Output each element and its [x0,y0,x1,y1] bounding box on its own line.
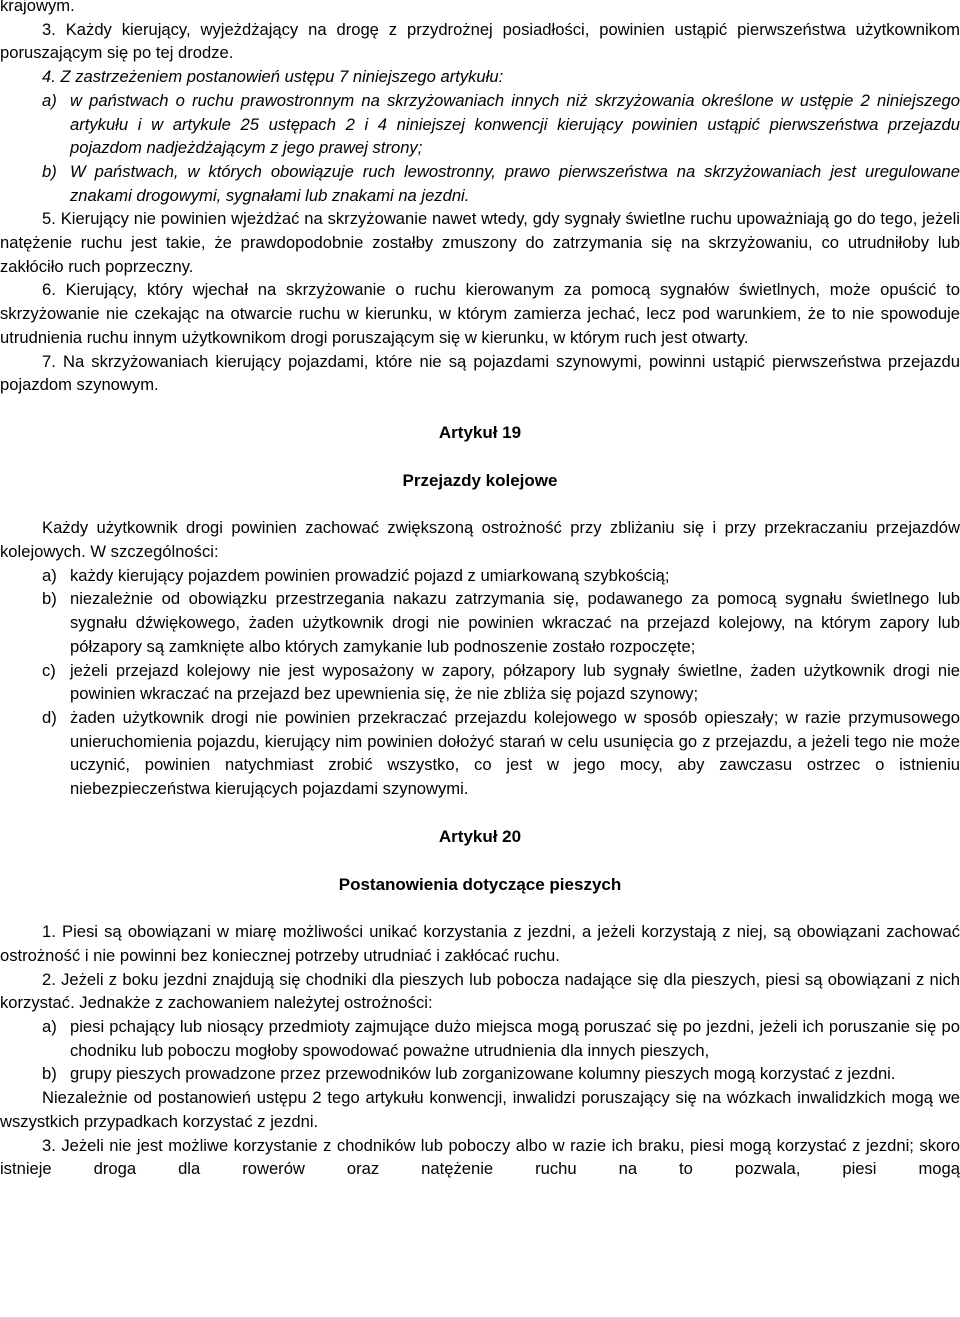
list-text: żaden użytkownik drogi nie powinien przekraczać przejazdu kolejowego w sposób opieszały; w razie przymusowego unieruchomienia pojazdu, kierujący nim powinien dołożyć starań w celu usunięcia go z przejazdu, a jeżeli tego nie może uczynić, powinien natychmiast zrobić wszystko, co jest w jego mocy, aby zawczasu ostrzec o istnieniu niebezpieczeństwa kierujących pojazdami szynowymi. [70,707,960,799]
list-text: piesi pchający lub niosący przedmioty zajmujące dużo miejsca mogą poruszać się po jezdni, jeżeli ich poruszanie się po chodniku lub poboczu mogłoby spowodować poważne utrudnienia dla innych pieszych, [70,1017,960,1060]
list-label: b) [42,589,57,609]
art19-heading: Artykuł 19 [438,422,522,442]
art20-para-1: 1. Piesi są obowiązani w miarę możliwości unikać korzystania z jezdni, a jeżeli korzystają z niej, są obowiązani zachować ostrożność i nie powinni bez koniecznej potrzeby utrudniać i zakłócać ruchu. [0,922,960,965]
art20-item-b [0,1062,960,1086]
list-label: d) [42,707,57,727]
art18-para-4-intro: 4. Z zastrzeżeniem postanowień ustępu 7 niniejszego artykułu: [42,67,504,87]
art19-intro: Każdy użytkownik drogi powinien zachować zwiększoną ostrożność przy zbliżaniu się i przy przekraczaniu przejazdów kolejowych. W szczególności: [0,518,960,562]
art19-item-a [0,564,960,588]
art20-title: Postanowienia dotyczące pieszych [338,874,622,894]
art20-item-a [0,1015,960,1062]
list-text: w państwach o ruchu prawostronnym na skrzyżowaniach innych niż skrzyżowania określone w ustępie 2 niniejszego artykułu i w artykule 25 ustępach 2 i 4 niniejszej konwencji kierujący powinien ustąpić pierwszeństwa przejazdu pojazdom nadjeżdżającym z jego prawej strony; [70,90,960,158]
list-text: W państwach, w których obowiązuje ruch lewostronny, prawo pierwszeństwa na skrzyżowaniach jest uregulowane znakami drogowymi, sygnałami lub znakami na jezdni. [70,161,960,205]
art18-para-3: 3. Każdy kierujący, wyjeżdżający na drogę z przydrożnej posiadłości, powinien ustąpić pierwszeństwa użytkownikom poruszającym się po tej drodze. [0,19,960,63]
art20-para-3: 3. Jeżeli nie jest możliwe korzystanie z chodników lub poboczy albo w razie ich braku, piesi mogą korzystać z jezdni; skoro istnieje droga dla rowerów oraz natężenie ruchu na to pozwala, piesi mogą [0,1135,960,1179]
art19-title: Przejazdy kolejowe [402,470,558,490]
list-label: b) [42,161,57,181]
art18-para-4b [0,160,960,207]
art20-para-2: 2. Jeżeli z boku jezdni znajdują się chodniki dla pieszych lub pobocza nadające się dla pieszych, piesi są obowiązani z nich korzystać. Jednakże z zachowaniem należytej ostrożności: [0,969,960,1013]
art19-item-d [0,706,960,801]
art18-para-4a [0,89,960,160]
top-fragment: krajowym. [0,0,75,15]
art18-para-7: 7. Na skrzyżowaniach kierujący pojazdami, które nie są pojazdami szynowymi, powinni ustąpić pierwszeństwa przejazdu pojazdom szynowym. [0,351,960,395]
art19-item-c [0,659,960,706]
list-text: każdy kierujący pojazdem powinien prowadzić pojazd z umiarkowaną szybkością; [70,565,670,585]
art20-para-2-after: Niezależnie od postanowień ustępu 2 tego artykułu konwencji, inwalidzi poruszający się na wózkach inwalidzkich mogą we wszystkich przypadkach korzystać z jezdni. [0,1088,960,1131]
list-label: c) [42,660,56,680]
art18-para-6: 6. Kierujący, który wjechał na skrzyżowanie o ruchu kierowanym za pomocą sygnałów świetlnych, może opuścić to skrzyżowanie nie czekając na otwarcie ruchu w kierunku, w którym zamierza jechać, lecz pod warunkiem, że to nie spowoduje utrudnienia ruchu innym użytkownikom drogi poruszającym się w kierunku, w którym ruch jest otwarty. [0,280,960,347]
list-label: a) [42,90,57,110]
list-label: a) [42,565,57,585]
list-label: b) [42,1064,57,1084]
art19-item-b [0,587,960,658]
list-text: grupy pieszych prowadzone przez przewodników lub zorganizowane kolumny pieszych mogą korzystać z jezdni. [70,1064,896,1084]
art20-heading: Artykuł 20 [438,826,522,846]
list-text: niezależnie od obowiązku przestrzegania nakazu zatrzymania się, podawanego za pomocą sygnału świetlnego lub sygnału dźwiękowego, żaden użytkownik drogi nie powinien wkraczać na przejazd kolejowy, na którym zapory lub półzapory są zamknięte albo których zamykanie lub podnoszenie zostało rozpoczęte; [70,589,960,656]
list-text: jeżeli przejazd kolejowy nie jest wyposażony w zapory, półzapory lub sygnały świetlne, żaden użytkownik drogi nie powinien wkraczać na przejazd bez upewnienia się, że nie zbliża się pojazd szynowy; [70,660,960,704]
list-label: a) [42,1017,57,1037]
art18-para-5: 5. Kierujący nie powinien wjeżdżać na skrzyżowanie nawet wtedy, gdy sygnały świetlne ruchu upoważniają go do tego, jeżeli natężenie ruchu jest takie, że prawdopodobnie zostałby zmuszony do zatrzymania się na skrzyżowaniu, co utrudniłoby lub zakłóciło ruch poprzeczny. [0,209,960,276]
